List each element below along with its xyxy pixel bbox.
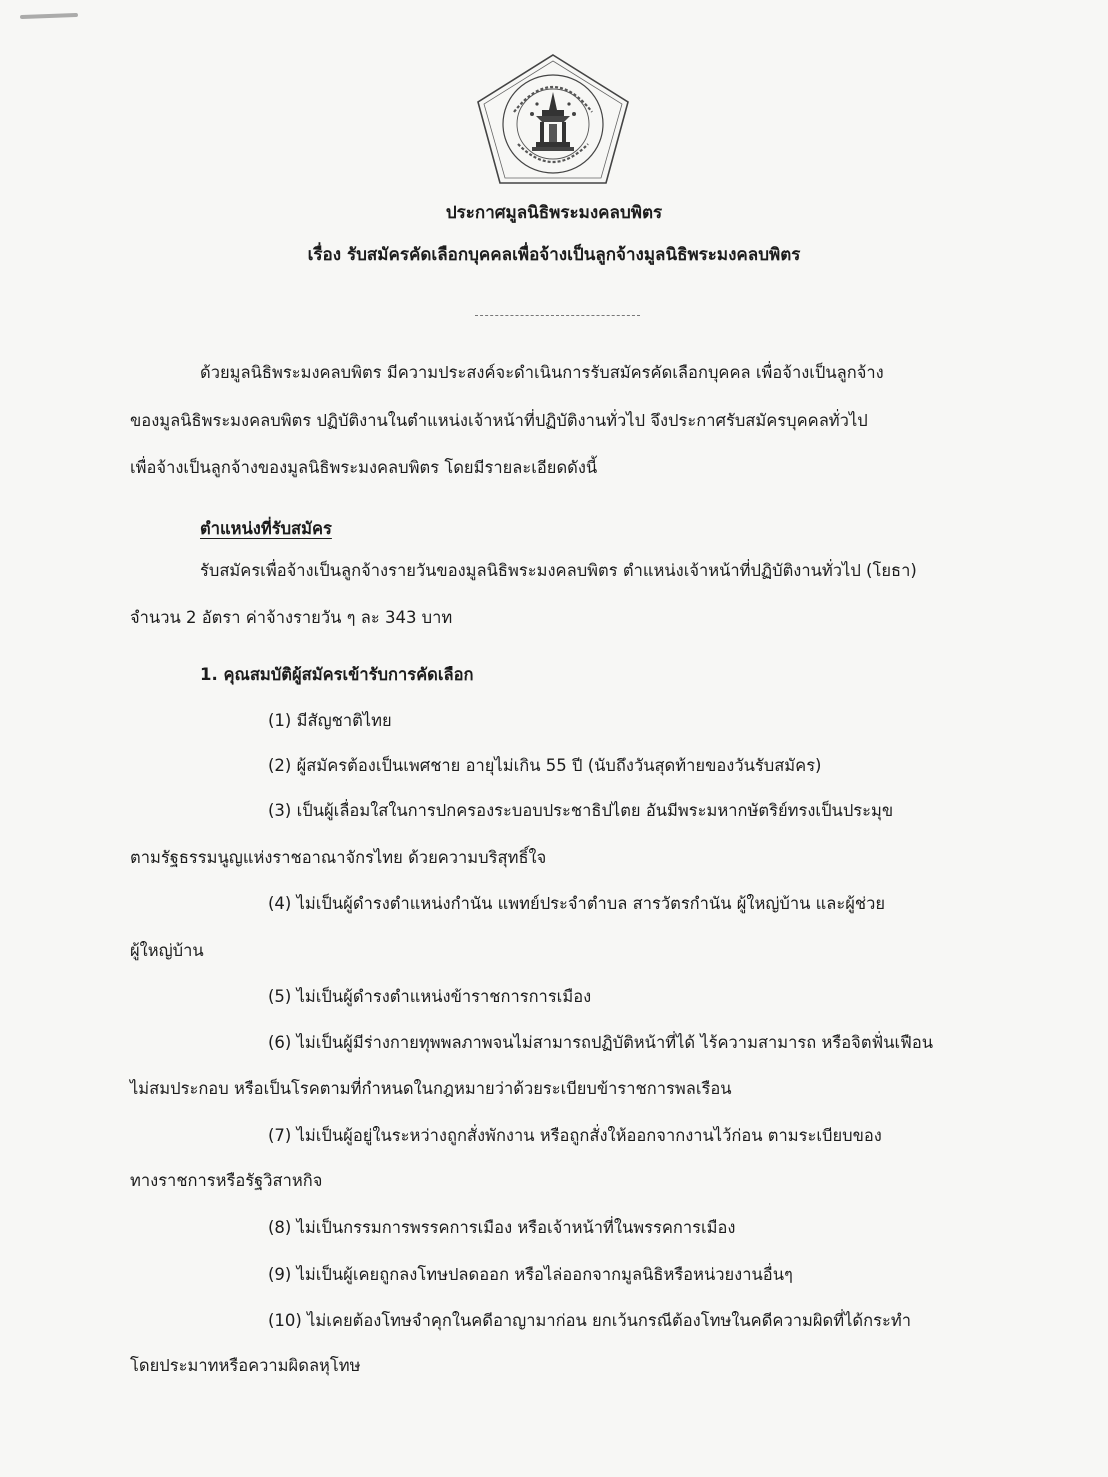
qualification-item-continued: ไม่สมประกอบ หรือเป็นโรคตามที่กำหนดในกฎหมายว่าด้วยระเบียบข้าราชการพลเรือน — [130, 1079, 732, 1098]
qualification-item: (5) ไม่เป็นผู้ดำรงตำแหน่งข้าราชการการเมือง — [268, 987, 592, 1006]
qualification-item-continued: ผู้ใหญ่บ้าน — [130, 941, 204, 960]
qualification-item: (2) ผู้สมัครต้องเป็นเพศชาย อายุไม่เกิน 55 ปี (นับถึงวันสุดท้ายของวันรับสมัคร) — [268, 756, 822, 775]
qualification-item-continued: ทางราชการหรือรัฐวิสาหกิจ — [130, 1171, 323, 1190]
qualification-item: (7) ไม่เป็นผู้อยู่ในระหว่างถูกสั่งพักงาน หรือถูกสั่งให้ออกจากงานไว้ก่อน ตามระเบียบของ — [268, 1126, 882, 1145]
position-line-1: รับสมัครเพื่อจ้างเป็นลูกจ้างรายวันของมูลนิธิพระมงคลบพิตร ตำแหน่งเจ้าหน้าที่ปฏิบัติงานทั่วไป (โยธา) — [200, 561, 917, 580]
pen-mark — [20, 13, 78, 19]
qualification-item: (1) มีสัญชาติไทย — [268, 711, 392, 730]
qualification-item: (3) เป็นผู้เลื่อมใสในการปกครองระบอบประชาธิปไตย อันมีพระมหากษัตริย์ทรงเป็นประมุข — [268, 801, 894, 820]
qualification-item: (8) ไม่เป็นกรรมการพรรคการเมือง หรือเจ้าหน้าที่ในพรรคการเมือง — [268, 1218, 736, 1237]
qualification-item: (6) ไม่เป็นผู้มีร่างกายทุพพลภาพจนไม่สามารถปฏิบัติหน้าที่ได้ ไร้ความสามารถ หรือจิตฟั่นเฟือน — [268, 1033, 934, 1052]
position-line-2: จำนวน 2 อัตรา ค่าจ้างรายวัน ๆ ละ 343 บาท — [130, 608, 453, 627]
announcement-subject: เรื่อง รับสมัครคัดเลือกบุคคลเพื่อจ้างเป็นลูกจ้างมูลนิธิพระมงคลบพิตร — [307, 245, 801, 265]
intro-line-2: ของมูลนิธิพระมงคลบพิตร ปฏิบัติงานในตำแหน่งเจ้าหน้าที่ปฏิบัติงานทั่วไป จึงประกาศรับสมัครบุคคลทั่วไป — [130, 411, 868, 430]
qualification-item: (9) ไม่เป็นผู้เคยถูกลงโทษปลดออก หรือไล่ออกจากมูลนิธิหรือหน่วยงานอื่นๆ — [268, 1265, 793, 1284]
qualification-item: (4) ไม่เป็นผู้ดำรงตำแหน่งกำนัน แพทย์ประจำตำบล สารวัตรกำนัน ผู้ใหญ่บ้าน และผู้ช่วย — [268, 894, 886, 913]
qualification-item-continued: ตามรัฐธรรมนูญแห่งราชอาณาจักรไทย ด้วยความบริสุทธิ์ใจ — [130, 848, 547, 867]
title-divider — [475, 315, 640, 316]
qualification-item: (10) ไม่เคยต้องโทษจำคุกในคดีอาญามาก่อน ยกเว้นกรณีต้องโทษในคดีความผิดที่ได้กระทำ — [268, 1311, 912, 1330]
announcement-title: ประกาศมูลนิธิพระมงคลบพิตร — [445, 203, 663, 223]
qualification-item-continued: โดยประมาทหรือความผิดลหุโทษ — [130, 1356, 361, 1375]
position-heading: ตำแหน่งที่รับสมัคร — [200, 519, 332, 538]
qualifications-heading: 1. คุณสมบัติผู้สมัครเข้ารับการคัดเลือก — [200, 665, 474, 684]
intro-line-3: เพื่อจ้างเป็นลูกจ้างของมูลนิธิพระมงคลบพิตร โดยมีรายละเอียดดังนี้ — [130, 458, 598, 477]
foundation-seal-logo — [474, 52, 632, 187]
intro-line-1: ด้วยมูลนิธิพระมงคลบพิตร มีความประสงค์จะดำเนินการรับสมัครคัดเลือกบุคคล เพื่อจ้างเป็นลูกจ้าง — [200, 363, 884, 382]
